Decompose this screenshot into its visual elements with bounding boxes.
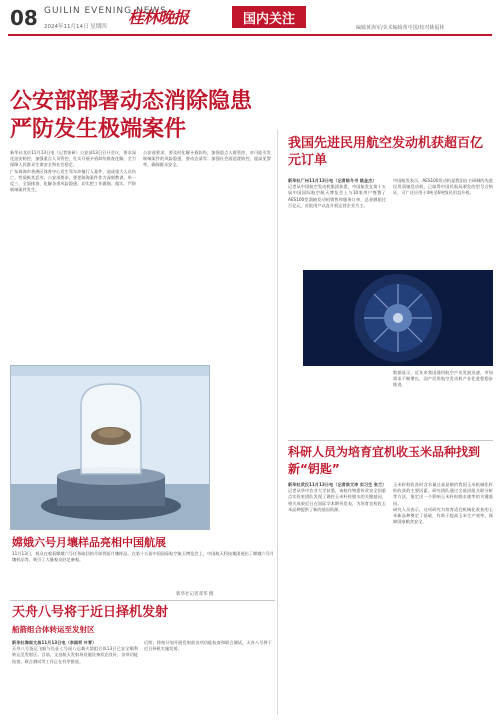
section-divider xyxy=(10,600,275,601)
photo-credit: 新华社记者邓华 摄 xyxy=(176,592,214,597)
photo-caption-title: 嫦娥六号月壤样品亮相中国航展 xyxy=(12,536,166,549)
article3-paragraph: 研究人员表示，这项研究为培育适宜机械化收获的玉米新品种奠定了基础，有助于提高玉米生产效率，保障国家粮食安全。 xyxy=(393,506,493,525)
article2-paragraph: 数据显示，近年来我国通用航空产业发展迅速，市场需求不断增长，国产民用航空发动机产业化进程稳步推进。 xyxy=(393,370,493,388)
article3-col1 xyxy=(288,482,386,718)
section-divider xyxy=(288,440,493,441)
article2-dateline: 新华社广州11月13日电（记者陈冬书 姚金杰） xyxy=(288,178,377,183)
lunar-sample-illustration xyxy=(11,366,210,530)
photo-caption-text xyxy=(12,551,274,591)
article4-dateline: 新华社海南文昌11月13日电（李国利 叶青） xyxy=(12,640,97,645)
article3-headline: 科研人员为培育宜机收玉米品种找到新“钥匙” xyxy=(288,445,481,476)
article4-headline: 天舟八号将于近日择机发射 xyxy=(12,605,169,620)
article4-subhead: 船箭组合体转运至发射区 xyxy=(12,625,95,634)
article2-col2b xyxy=(393,370,493,432)
article3-paragraph: 玉米籽粒收获时含水量过高是制约我国玉米机械化籽粒收获的主要因素。研究团队通过全基因组关联分析等方法，鉴定出一个影响玉米籽粒脱水速率的关键基因。 xyxy=(393,482,493,506)
engine-photo xyxy=(303,270,493,366)
article2-paragraph: 记者从中国航空发动机集团获悉，中国航发在第十五届中国国际航空航天博览会上与10家用户签署了AES100型涡轴发动机销售和服务订单，总金额超过百亿元，首批用户以直升机运营企业为主。 xyxy=(288,184,386,208)
article2-col2 xyxy=(393,178,493,266)
issue-date: 2024年11月14日 星期四 xyxy=(44,24,107,30)
article3-col2 xyxy=(393,482,493,718)
section-label: 国内关注 xyxy=(232,6,306,28)
article1-headline-line1: 公安部部署动态消除隐患 xyxy=(10,89,253,114)
photo-caption-body: 11月13日，观众在观看嫦娥六号任务取回的月球背面月壤样品。在第十五届中国国际航空航天博览会上，中国航天科技集团展出了嫦娥六号月壤样品等，吸引了大量观众驻足参观。 xyxy=(12,551,274,563)
article4-col1 xyxy=(12,640,138,718)
article4-paragraph: 天舟八号货运飞船与长征七号遥八运载火箭组合体13日已安全顺利转运至发射区。目前，文昌航天发射场设施设备状态良好，各项功能检查、联合测试等工作正在有序推进。 xyxy=(12,646,138,664)
article4-col2 xyxy=(144,640,272,718)
masthead xyxy=(0,0,500,34)
article1-col2 xyxy=(143,150,271,350)
article1-headline-line2: 严防发生极端案件 xyxy=(10,117,187,142)
lunar-sample-photo xyxy=(10,365,210,530)
article4-paragraph: 后续，将按计划开展发射前各项功能检查和联合测试，天舟八号将于近日择机实施发射。 xyxy=(144,640,272,652)
page-number: 08 xyxy=(10,6,38,30)
column-divider xyxy=(277,130,278,715)
article1-paragraph: 公安部要求，要及时化解矛盾纠纷，加强重点人群管控，对可能引发极端案件的风险隐患，要动态清零；加强社会面巡逻防控，提高见警率，确保群众安全。 xyxy=(143,150,271,168)
article1-headline xyxy=(10,88,252,144)
article3-paragraph: 记者从华中农业大学获悉，该校作物遗传改良全国重点实验室团队发现了调控玉米籽粒脱水的关键基因，相关成果近日在国际学术期刊发表，为培育宜机收玉米品种提供了新的基因资源。 xyxy=(288,488,386,512)
article2-paragraph: 中国航发表示，AES100发动机是我国自主研制的先进民用涡轴发动机，已取得中国民航局颁发的型号合格证，可广泛应用于4吨至6吨级民用直升机。 xyxy=(393,178,493,196)
article1-paragraph: 广东珠海市香洲区体育中心发生驾车冲撞行人案件，造成重大人员伤亡，性质极其恶劣。公安部要求，要把珠海案件作为深刻教训，举一反三，全面排查、化解各类风险隐患，切实把工作做细、做实，严防极端案件发生。 xyxy=(10,168,136,193)
paper-logo: 桂林晚报 xyxy=(128,8,189,27)
article3-dateline: 新华社武汉11月13日电（记者侯文坤 实习生 张兰） xyxy=(288,482,386,487)
article1-col1 xyxy=(10,150,136,350)
article2-headline: 我国先进民用航空发动机获超百亿元订单 xyxy=(288,136,484,168)
article1-paragraph: 新华社北京11月13日电（记者张研）公安部13日召开会议，要求深化治安防控，加强重点人员管控，扎实开展矛盾纠纷排查化解，全力保障人民群众生命安全和社会稳定。 xyxy=(10,150,136,168)
editor-credit: 编辑黄海军/美术编辑黄中国/校对姚福林 xyxy=(356,25,445,31)
engine-illustration xyxy=(303,270,493,366)
paper-name: GUILIN EVENING NEWS xyxy=(44,6,167,16)
masthead-rule xyxy=(8,34,492,36)
